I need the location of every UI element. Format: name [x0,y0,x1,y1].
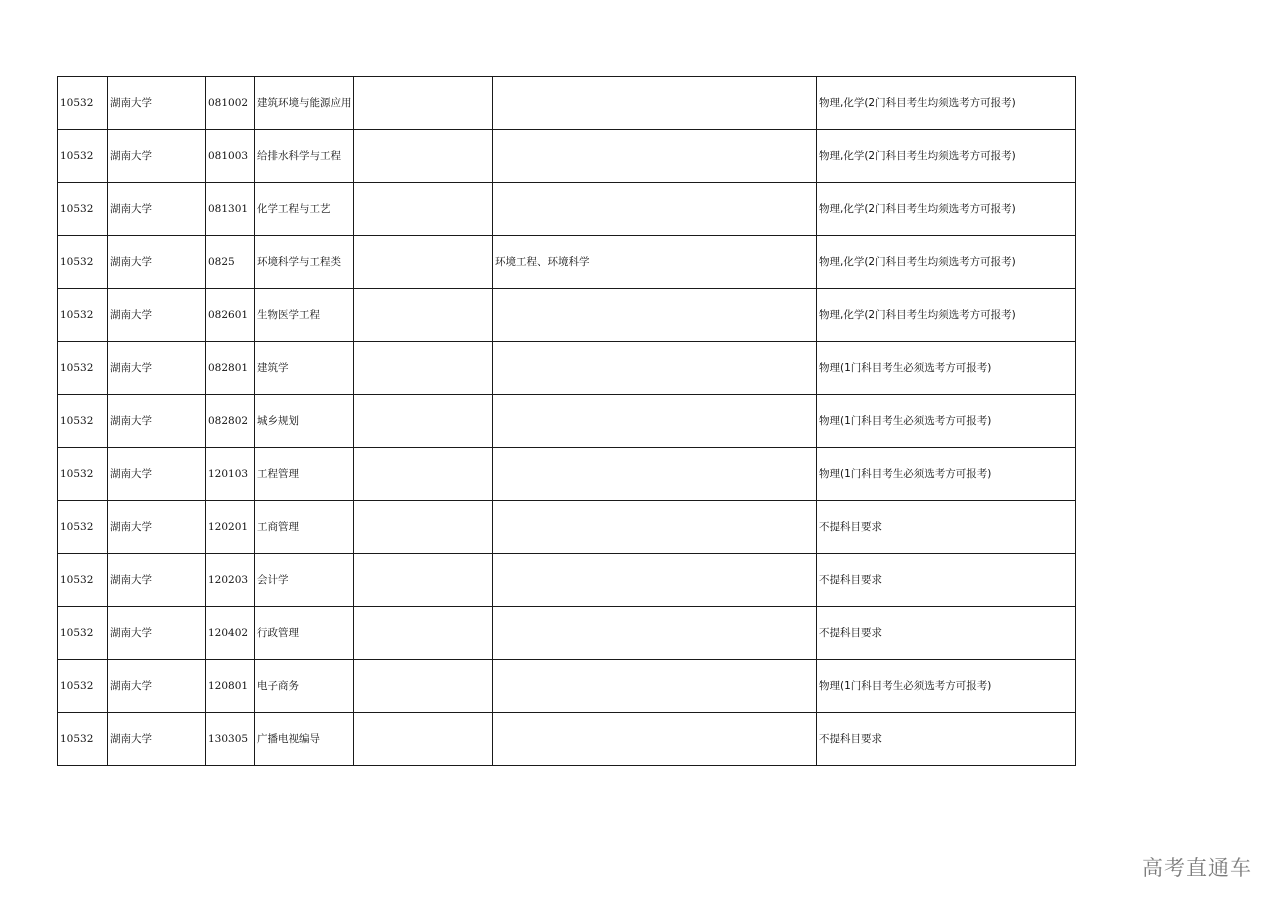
table-row [58,501,1076,554]
table-row [58,183,1076,236]
included-majors-cell [493,660,817,713]
empty-cell [354,554,493,607]
school-name-cell: 湖南大学 [108,660,206,713]
table-row [58,448,1076,501]
school-code-cell: 10532 [58,130,108,183]
subject-requirement-cell: 不提科目要求 [817,713,1076,766]
major-code-cell: 082802 [206,395,255,448]
major-code-cell: 120801 [206,660,255,713]
school-name-cell: 湖南大学 [108,130,206,183]
included-majors-cell [493,183,817,236]
empty-cell [354,236,493,289]
major-name-cell: 建筑学 [255,342,354,395]
included-majors-cell [493,395,817,448]
included-majors-cell [493,554,817,607]
subject-requirements-table [57,76,1076,766]
table-row [58,713,1076,766]
table-row [58,660,1076,713]
included-majors-cell [493,713,817,766]
major-code-cell: 081003 [206,130,255,183]
major-name-cell: 化学工程与工艺 [255,183,354,236]
school-name-cell: 湖南大学 [108,554,206,607]
subject-requirement-cell: 物理,化学(2门科目考生均须选考方可报考) [817,236,1076,289]
empty-cell [354,342,493,395]
empty-cell [354,395,493,448]
subject-requirement-cell: 不提科目要求 [817,554,1076,607]
table-row [58,289,1076,342]
school-name-cell: 湖南大学 [108,77,206,130]
table-row [58,236,1076,289]
school-code-cell: 10532 [58,342,108,395]
subject-requirement-cell: 物理(1门科目考生必须选考方可报考) [817,342,1076,395]
school-code-cell: 10532 [58,448,108,501]
subject-requirement-cell: 物理,化学(2门科目考生均须选考方可报考) [817,130,1076,183]
included-majors-cell [493,77,817,130]
major-name-cell: 建筑环境与能源应用 [255,77,354,130]
included-majors-cell: 环境工程、环境科学 [493,236,817,289]
empty-cell [354,501,493,554]
major-name-cell: 行政管理 [255,607,354,660]
table-row [58,77,1076,130]
major-name-cell: 会计学 [255,554,354,607]
included-majors-cell [493,607,817,660]
major-code-cell: 082801 [206,342,255,395]
school-code-cell: 10532 [58,77,108,130]
empty-cell [354,289,493,342]
school-name-cell: 湖南大学 [108,448,206,501]
empty-cell [354,448,493,501]
major-code-cell: 082601 [206,289,255,342]
major-code-cell: 120201 [206,501,255,554]
major-code-cell: 120103 [206,448,255,501]
empty-cell [354,77,493,130]
table-body [58,77,1076,766]
major-name-cell: 给排水科学与工程 [255,130,354,183]
included-majors-cell [493,130,817,183]
subject-requirement-cell: 物理(1门科目考生必须选考方可报考) [817,395,1076,448]
school-code-cell: 10532 [58,395,108,448]
school-code-cell: 10532 [58,660,108,713]
major-name-cell: 工商管理 [255,501,354,554]
major-name-cell: 城乡规划 [255,395,354,448]
subject-requirement-cell: 物理(1门科目考生必须选考方可报考) [817,660,1076,713]
school-code-cell: 10532 [58,289,108,342]
school-name-cell: 湖南大学 [108,607,206,660]
included-majors-cell [493,448,817,501]
major-code-cell: 120203 [206,554,255,607]
major-code-cell: 081301 [206,183,255,236]
empty-cell [354,660,493,713]
school-name-cell: 湖南大学 [108,236,206,289]
school-code-cell: 10532 [58,183,108,236]
empty-cell [354,183,493,236]
school-code-cell: 10532 [58,554,108,607]
school-name-cell: 湖南大学 [108,183,206,236]
table-row [58,554,1076,607]
major-code-cell: 0825 [206,236,255,289]
school-name-cell: 湖南大学 [108,501,206,554]
school-code-cell: 10532 [58,713,108,766]
major-name-cell: 广播电视编导 [255,713,354,766]
included-majors-cell [493,342,817,395]
major-name-cell: 工程管理 [255,448,354,501]
table-row [58,607,1076,660]
empty-cell [354,713,493,766]
subject-requirement-cell: 物理,化学(2门科目考生均须选考方可报考) [817,183,1076,236]
school-name-cell: 湖南大学 [108,395,206,448]
major-code-cell: 120402 [206,607,255,660]
table-row [58,342,1076,395]
major-name-cell: 环境科学与工程类 [255,236,354,289]
major-name-cell: 电子商务 [255,660,354,713]
table-row [58,130,1076,183]
included-majors-cell [493,289,817,342]
subject-requirement-cell: 物理,化学(2门科目考生均须选考方可报考) [817,289,1076,342]
school-name-cell: 湖南大学 [108,289,206,342]
empty-cell [354,607,493,660]
table-row [58,395,1076,448]
school-code-cell: 10532 [58,501,108,554]
major-code-cell: 130305 [206,713,255,766]
major-name-cell: 生物医学工程 [255,289,354,342]
subject-requirement-cell: 物理,化学(2门科目考生均须选考方可报考) [817,77,1076,130]
school-code-cell: 10532 [58,607,108,660]
school-name-cell: 湖南大学 [108,342,206,395]
watermark-text: 高考直通车 [1142,856,1252,880]
subject-requirement-cell: 不提科目要求 [817,501,1076,554]
empty-cell [354,130,493,183]
subject-requirement-cell: 物理(1门科目考生必须选考方可报考) [817,448,1076,501]
school-code-cell: 10532 [58,236,108,289]
subject-requirement-cell: 不提科目要求 [817,607,1076,660]
included-majors-cell [493,501,817,554]
major-code-cell: 081002 [206,77,255,130]
school-name-cell: 湖南大学 [108,713,206,766]
